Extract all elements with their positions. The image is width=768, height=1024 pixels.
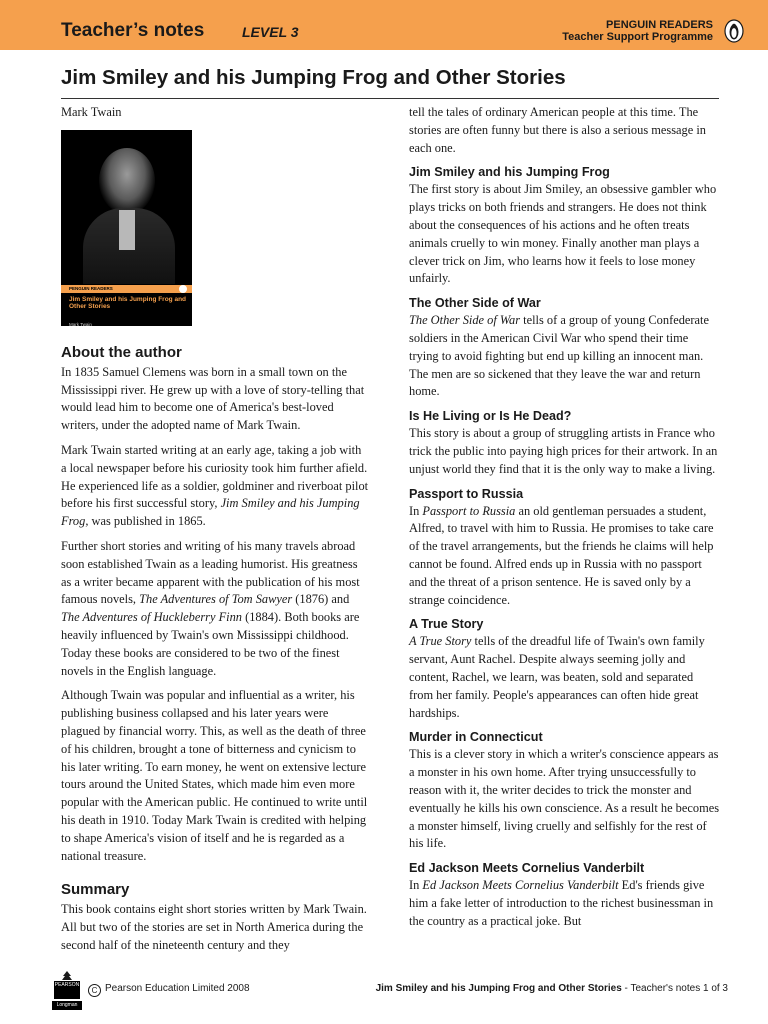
longman-logo-text: Longman <box>52 1001 82 1010</box>
header-title: Teacher’s notes <box>61 20 205 41</box>
about-paragraph-4: Although Twain was popular and influential as a writer, his publishing business collapsed and his later years were plagued by financial worry. This, as well as the death of three of his children, brought a tone of bitterness and cynicism to his later writing. To earn money, he went on extensive lecture tours around the United States, which made him even more popular with the American public. He continued to write until his death in 1910. Today Mark Twain is credited with helping to shape America's vision of itself and he is regarded as a national treasure. <box>61 688 368 863</box>
story-heading: The Other Side of War <box>409 296 541 311</box>
story-heading: Ed Jackson Meets Cornelius Vanderbilt <box>409 861 645 876</box>
about-paragraph-1: In 1835 Samuel Clemens was born in a small town on the Mississippi river. He grew up with a love of story-telling that would lead him to become one of America's best-loved writers, under the adopted name of Mark Twain. <box>61 364 365 433</box>
summary-heading: Summary <box>61 881 130 899</box>
about-heading: About the author <box>61 343 182 361</box>
cover-penguin-icon <box>179 285 187 293</box>
footer-doc-title: Jim Smiley and his Jumping Frog and Other Stories - Teacher's notes 1 of 3 <box>375 983 728 994</box>
story-text: A True Story tells of the dreadful life of Twain's own family servant, Aunt Rachel. Despite always seeming jolly and content, Rachel, we learn, was beaten, sold and separated from her family. People's appearances can often hide great hardships. <box>409 634 705 720</box>
author-name: Mark Twain <box>61 105 122 119</box>
story-text: In Ed Jackson Meets Cornelius Vanderbilt Ed's friends give him a fake letter of introduction to the richest businessman in the country as a practical joke. But <box>409 878 714 928</box>
story-text: The first story is about Jim Smiley, an obsessive gambler who plays tricks on both friends and strangers. He does not think about the consequences of his actions and he often treats animals cruelly to win money. Finally another man plays a clever trick on Jim, who learns how it feels to lose money unfairly. <box>409 182 717 286</box>
footer <box>0 964 768 1024</box>
book-cover-image <box>61 130 192 326</box>
story-text: In Passport to Russia an old gentleman persuades a student, Alfred, to travel with him to Russia. He promises to take care of the travel arrangements, but the friends he claims will help cannot be found. Alfred ends up in Russia with no passport and the threat of a prison sentence. He is saved only by a strange coincidence. <box>409 503 714 607</box>
cover-author: Mark Twain <box>69 321 92 327</box>
header-level: LEVEL 3 <box>242 24 299 40</box>
copyright-icon: C <box>88 984 101 997</box>
brand-line1: PENGUIN READERS <box>606 19 713 31</box>
title-rule <box>61 98 719 99</box>
cover-strip: PENGUIN READERS <box>61 285 192 293</box>
about-paragraph-3: Further short stories and writing of his many travels abroad soon established Twain as a leading humorist. His greatness as a writer became apparent with the publication of his most famous novels, The Adventures of Tom Sawyer (1876) and The Adventures of Huckleberry Finn (1884). Both books are heavily influenced by Twain's own Mississippi childhood. Today these books are considered to be two of the finest novels in the English language. <box>61 538 360 678</box>
story-text: The Other Side of War tells of a group of young Confederate soldiers in the American Civil War who spend their time trying to avoid fighting but end up killing an innocent man. The men are so sickened that they leave the war and return home. <box>409 313 709 399</box>
header-bar <box>0 0 768 50</box>
story-text: This is a clever story in which a writer's conscience appears as a monster in his own home. After trying unsuccessfully to reason with it, the writer decides to trick the monster and eventually he kills his own conscience. As a result he becomes a monster himself, living cruelly and selfishly for the rest of his life. <box>409 747 720 851</box>
story-section-other-side-of-war <box>409 295 720 401</box>
story-heading: Jim Smiley and his Jumping Frog <box>409 165 610 180</box>
story-text: This story is about a group of struggling artists in France who trick the public into paying high prices for their artwork. In an unjust world they find that it is the only way to make a living. <box>409 426 718 476</box>
copyright-text: C Pearson Education Limited 2008 <box>88 983 250 997</box>
story-section-jim-smiley <box>409 164 720 288</box>
story-section-murder-in-connecticut <box>409 729 720 853</box>
portrait-shirt <box>119 210 135 250</box>
header-brand <box>562 19 713 43</box>
story-section-is-he-living <box>409 408 720 478</box>
brand-line2: Teacher Support Programme <box>562 31 713 43</box>
story-section-ed-jackson <box>409 860 720 930</box>
story-heading: Is He Living or Is He Dead? <box>409 409 572 424</box>
story-section-a-true-story <box>409 616 720 722</box>
story-heading: A True Story <box>409 617 484 632</box>
right-column <box>409 104 720 937</box>
document-title: Jim Smiley and his Jumping Frog and Other Stories <box>61 66 566 89</box>
cover-title: Jim Smiley and his Jumping Frog and Other Stories <box>69 295 187 310</box>
story-section-passport-to-russia <box>409 486 720 610</box>
portrait-face <box>99 148 155 214</box>
pearson-logo-text: PEARSON <box>54 981 80 999</box>
penguin-logo-icon <box>724 19 744 43</box>
summary-paragraph-start: This book contains eight short stories written by Mark Twain. All but two of the stories are set in North America during the second half of the nineteenth century and they <box>61 902 367 952</box>
pearson-logo-icon <box>52 969 82 1019</box>
summary-paragraph-cont: tell the tales of ordinary American people at this time. The stories are often funny but there is also a serious message in each one. <box>409 105 706 155</box>
story-heading: Murder in Connecticut <box>409 730 543 745</box>
left-column <box>61 104 369 962</box>
story-heading: Passport to Russia <box>409 486 524 501</box>
about-paragraph-2: Mark Twain started writing at an early age, taking a job with a local newspaper before his curiosity took him further afield. He experienced life as a soldier, goldminer and riverboat pilot before his first successful story, Jim Smiley and his Jumping Frog, was published in 1865. <box>61 442 369 529</box>
